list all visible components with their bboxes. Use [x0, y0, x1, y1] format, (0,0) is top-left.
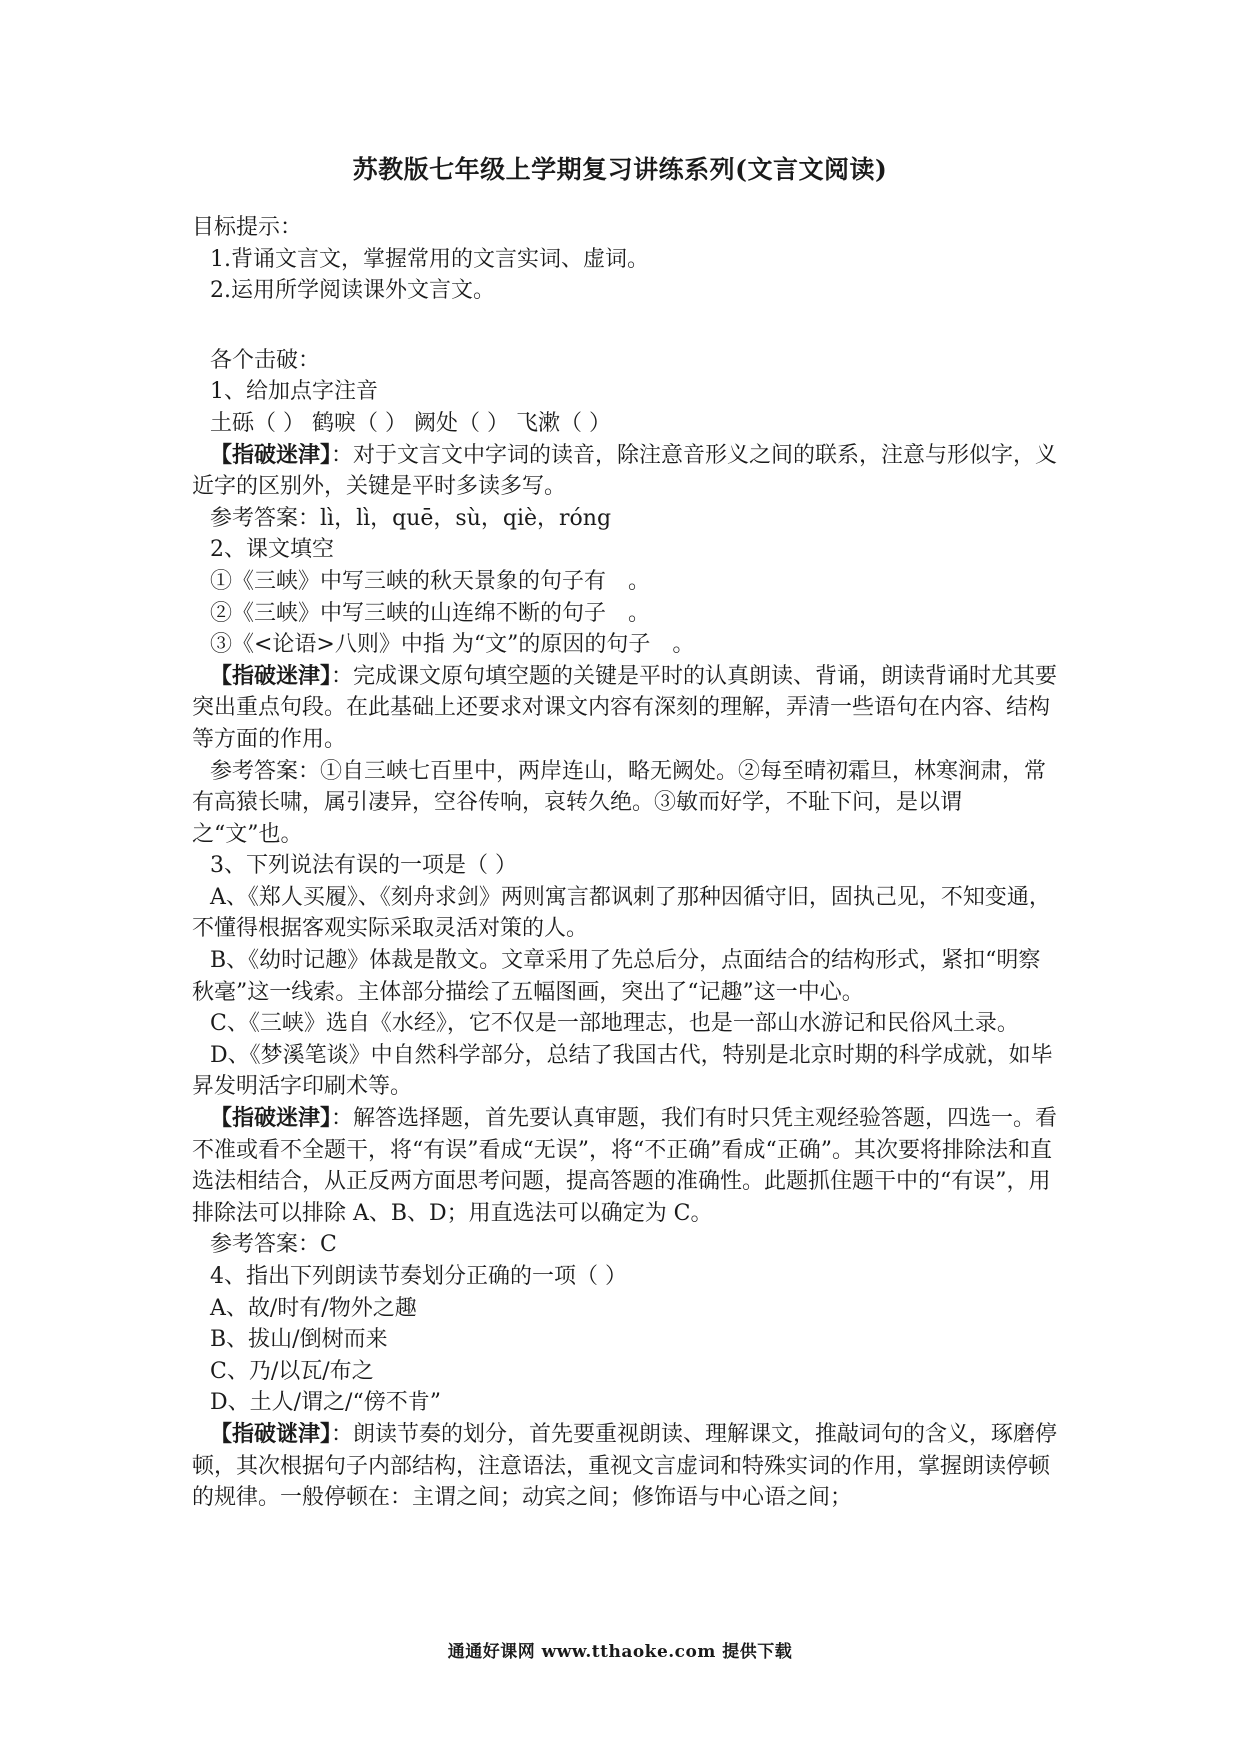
question-4-prompt: 4、指出下列朗读节奏划分正确的一项（ ）: [210, 1264, 627, 1289]
question-4-option: D、土人/谓之/“傍不肯”: [210, 1390, 441, 1416]
goal-item: 2.运用所学阅读课外文言文。: [210, 278, 495, 304]
section-heading: 各个击破：: [210, 347, 321, 373]
question-3-prompt: 3、下列说法有误的一项是（ ）: [210, 853, 517, 879]
question-4-option: B、拔山/倒树而来: [210, 1327, 388, 1353]
hint-text: ：对于文言文中字词的读音，除注意音形义之间的联系，注意与形似字，义近字的区别外，关键是平时多读多写。: [192, 442, 1058, 500]
question-3-option: A、《郑人买履》、《刻舟求剑》两则寓言都讽刺了那种因循守旧，固执己见，不知变通，不懂得根据客观实际采取灵活对策的人。: [192, 884, 1051, 942]
question-2-prompt: 2、课文填空: [210, 537, 334, 563]
question-4-option: A、故/时有/物外之趣: [210, 1295, 417, 1321]
goal-item: 1.背诵文言文，掌握常用的文言实词、虚词。: [210, 246, 649, 272]
hint-tag: 【指破迷津】: [210, 662, 332, 689]
hint-text: ：完成课文原句填空题的关键是平时的认真朗读、背诵，朗读背诵时尤其要突出重点句段。在此基础上还要求对课文内容有深刻的理解，弄清一些语句在内容、结构等方面的作用。: [192, 663, 1058, 752]
hint-text: ：朗读节奏的划分，首先要重视朗读、理解课文，推敲词句的含义，琢磨停顿，其次根据句子内部结构，注意语法，重视文言虚词和特殊实词的作用，掌握朗读停顿的规律。一般停顿在：主谓之间；动宾之间；修饰语与中心语之间；: [192, 1421, 1058, 1511]
question-1-answer: 参考答案：lì，lì，quē，sù，qiè，róng: [210, 505, 612, 531]
document-body: [192, 212, 1060, 1514]
hint-text: ：解答选择题，首先要认真审题，我们有时只凭主观经验答题，四选一。看不准或看不全题干，将“有误”看成“无误”，将“不正确”看成“正确”。其次要将排除法和直选法相结合，从正反两方面思考问题，提高答题的准确性。此题抓住题干中的“有误”，用排除法可以排除 A、B、D；用直选法可以确定为 C。: [192, 1106, 1058, 1226]
hint-tag: 【指破谜津】: [210, 1420, 332, 1447]
question-2-item: ②《三峡》中写三峡的山连绵不断的句子 。: [210, 600, 651, 626]
question-3-answer: 参考答案：C: [210, 1232, 337, 1258]
question-3-option: C、《三峡》选自《水经》，它不仅是一部地理志，也是一部山水游记和民俗风土录。: [210, 1011, 1019, 1037]
question-1-prompt: 1、给加点字注音: [210, 379, 378, 405]
question-2-hint: [192, 661, 1060, 756]
question-1-hint: [192, 440, 1060, 503]
goals-heading: 目标提示：: [192, 215, 303, 240]
question-2-answer: 参考答案：①自三峡七百里中，两岸连山，略无阙处。②每至晴初霜旦，林寒涧肃，常有高猿长啸，属引凄异，空谷传响，哀转久绝。③敏而好学，不耻下问，是以谓之“文”也。: [192, 758, 1047, 847]
question-3-option: B、《幼时记趣》体裁是散文。文章采用了先总后分，点面结合的结构形式，紧扣“明察秋毫”这一线索。主体部分描绘了五幅图画，突出了“记趣”这一中心。: [192, 948, 1041, 1005]
question-4-hint: [192, 1419, 1060, 1514]
hint-tag: 【指破迷津】: [210, 441, 332, 468]
page-title: 苏教版七年级上学期复习讲练系列(文言文阅读): [352, 155, 888, 184]
spacer: [192, 307, 1060, 345]
question-2-item: ①《三峡》中写三峡的秋天景象的句子有 。: [210, 568, 651, 594]
page-footer: 通通好课网 www.tthaoke.com 提供下载: [447, 1642, 793, 1662]
question-4-option: C、乃/以瓦/布之: [210, 1358, 374, 1384]
question-3-option: D、《梦溪笔谈》中自然科学部分，总结了我国古代，特别是北京时期的科学成就，如毕昇发明活字印刷术等。: [192, 1042, 1053, 1100]
question-3-hint: [192, 1103, 1060, 1229]
question-2-item: ③《<论语>八则》中指 为“文”的原因的句子 。: [210, 632, 695, 658]
question-1-items: 土砾（ ） 鹤唳（ ） 阙处（ ） 飞漱（ ）: [210, 410, 611, 436]
hint-tag: 【指破迷津】: [210, 1105, 332, 1132]
